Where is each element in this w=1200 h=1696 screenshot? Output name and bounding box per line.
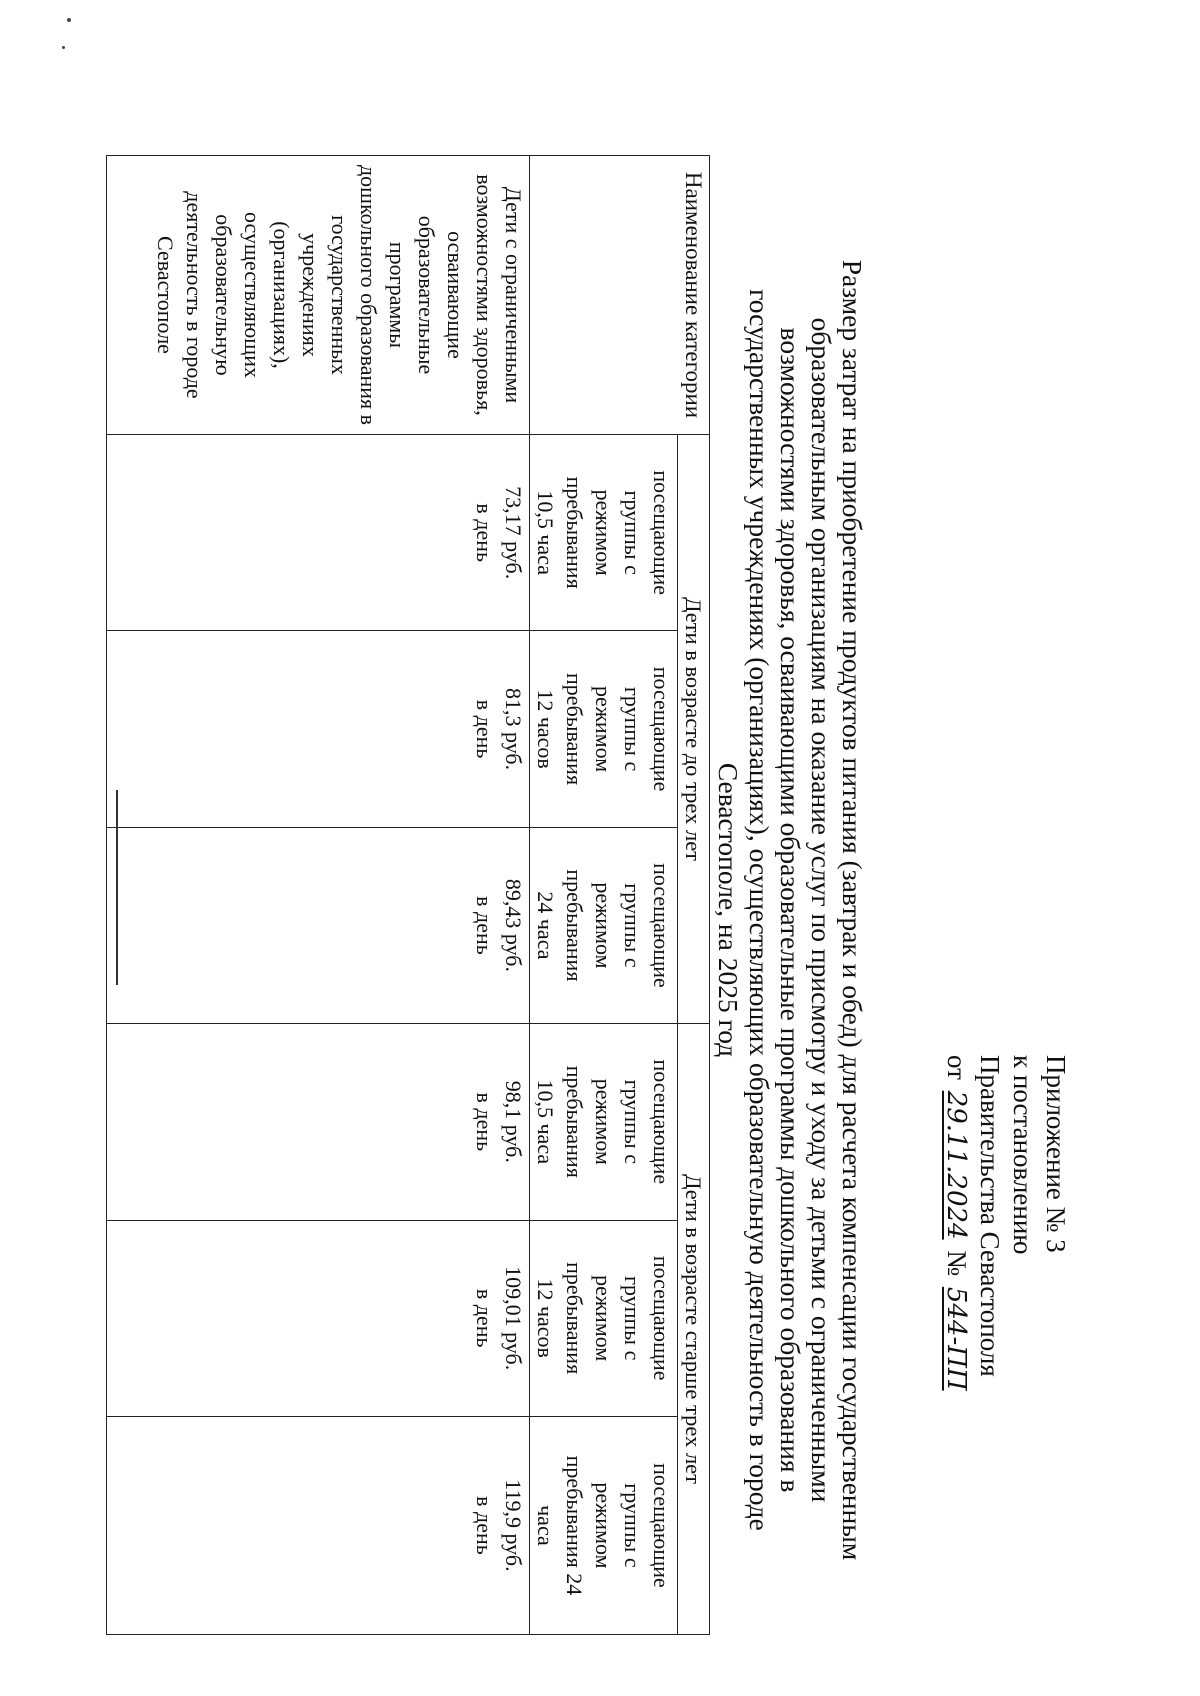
compensation-table bbox=[106, 155, 710, 1635]
scan-speck bbox=[67, 18, 71, 22]
subheader-cell: посещающие группы с режимом пребывания 12 часов bbox=[530, 631, 678, 827]
appendix-block bbox=[939, 1055, 1072, 1485]
appendix-line-3: Правительства Севастополя bbox=[975, 1055, 1005, 1377]
table-row bbox=[107, 156, 530, 1635]
value-cell: 98,1 руб. в день bbox=[107, 1024, 530, 1220]
table-header-row bbox=[678, 156, 710, 1635]
title-line: образовательным организациям на оказание услуг по присмотру и уходу за детьми с ограниченными bbox=[806, 317, 837, 1503]
title-line: возможностями здоровья, осваивающими образовательные программы дошкольного образования в bbox=[775, 327, 806, 1493]
closing-rule-line bbox=[116, 790, 118, 985]
value-cell: 119,9 руб. в день bbox=[107, 1416, 530, 1634]
document-title bbox=[713, 175, 868, 1645]
value-cell: 89,43 руб. в день bbox=[107, 827, 530, 1023]
appendix-number: 544-ПП bbox=[941, 1286, 971, 1391]
value-cell: 109,01 руб. в день bbox=[107, 1220, 530, 1416]
appendix-date-line bbox=[939, 1055, 973, 1485]
title-line: Размер затрат на приобретение продуктов питания (завтрак и обед) для расчета компенсации государственным bbox=[837, 259, 868, 1561]
subheader-cell: посещающие группы с режимом пребывания 24 часа bbox=[530, 1416, 678, 1634]
subheader-cell: посещающие группы с режимом пребывания 24 часа bbox=[530, 827, 678, 1023]
value-cell: 81,3 руб. в день bbox=[107, 631, 530, 827]
title-line: Севастополе, на 2025 год bbox=[713, 762, 744, 1058]
appendix-line-2: к постановлению bbox=[1008, 1055, 1038, 1255]
category-name-cell: Дети с ограниченными возможностями здоровья, осваивающие образовательные программы дошкольного образования в государственных учреждениях (организациях), осуществляющих образовательную деятельность в городе Севастополе bbox=[107, 156, 530, 435]
category-header: Наименование категории bbox=[530, 156, 710, 435]
appendix-date: 29.11.2024 bbox=[941, 1090, 971, 1240]
scan-speck bbox=[62, 46, 65, 49]
title-line: государственных учреждениях (организациях), осуществляющих образовательную деятельность в городе bbox=[744, 289, 775, 1531]
subheader-cell: посещающие группы с режимом пребывания 10,5 часа bbox=[530, 435, 678, 631]
subheader-cell: посещающие группы с режимом пребывания 12 часов bbox=[530, 1220, 678, 1416]
appendix-date-prefix: от bbox=[942, 1055, 972, 1080]
group-header-over-3: Дети в возрасте старше трех лет bbox=[678, 1024, 710, 1635]
appendix-line-1: Приложение № 3 bbox=[1041, 1055, 1071, 1253]
value-cell: 73,17 руб. в день bbox=[107, 435, 530, 631]
group-header-under-3: Дети в возрасте до трех лет bbox=[678, 435, 710, 1024]
appendix-number-sign: № bbox=[942, 1250, 972, 1277]
subheader-cell: посещающие группы с режимом пребывания 10,5 часа bbox=[530, 1024, 678, 1220]
